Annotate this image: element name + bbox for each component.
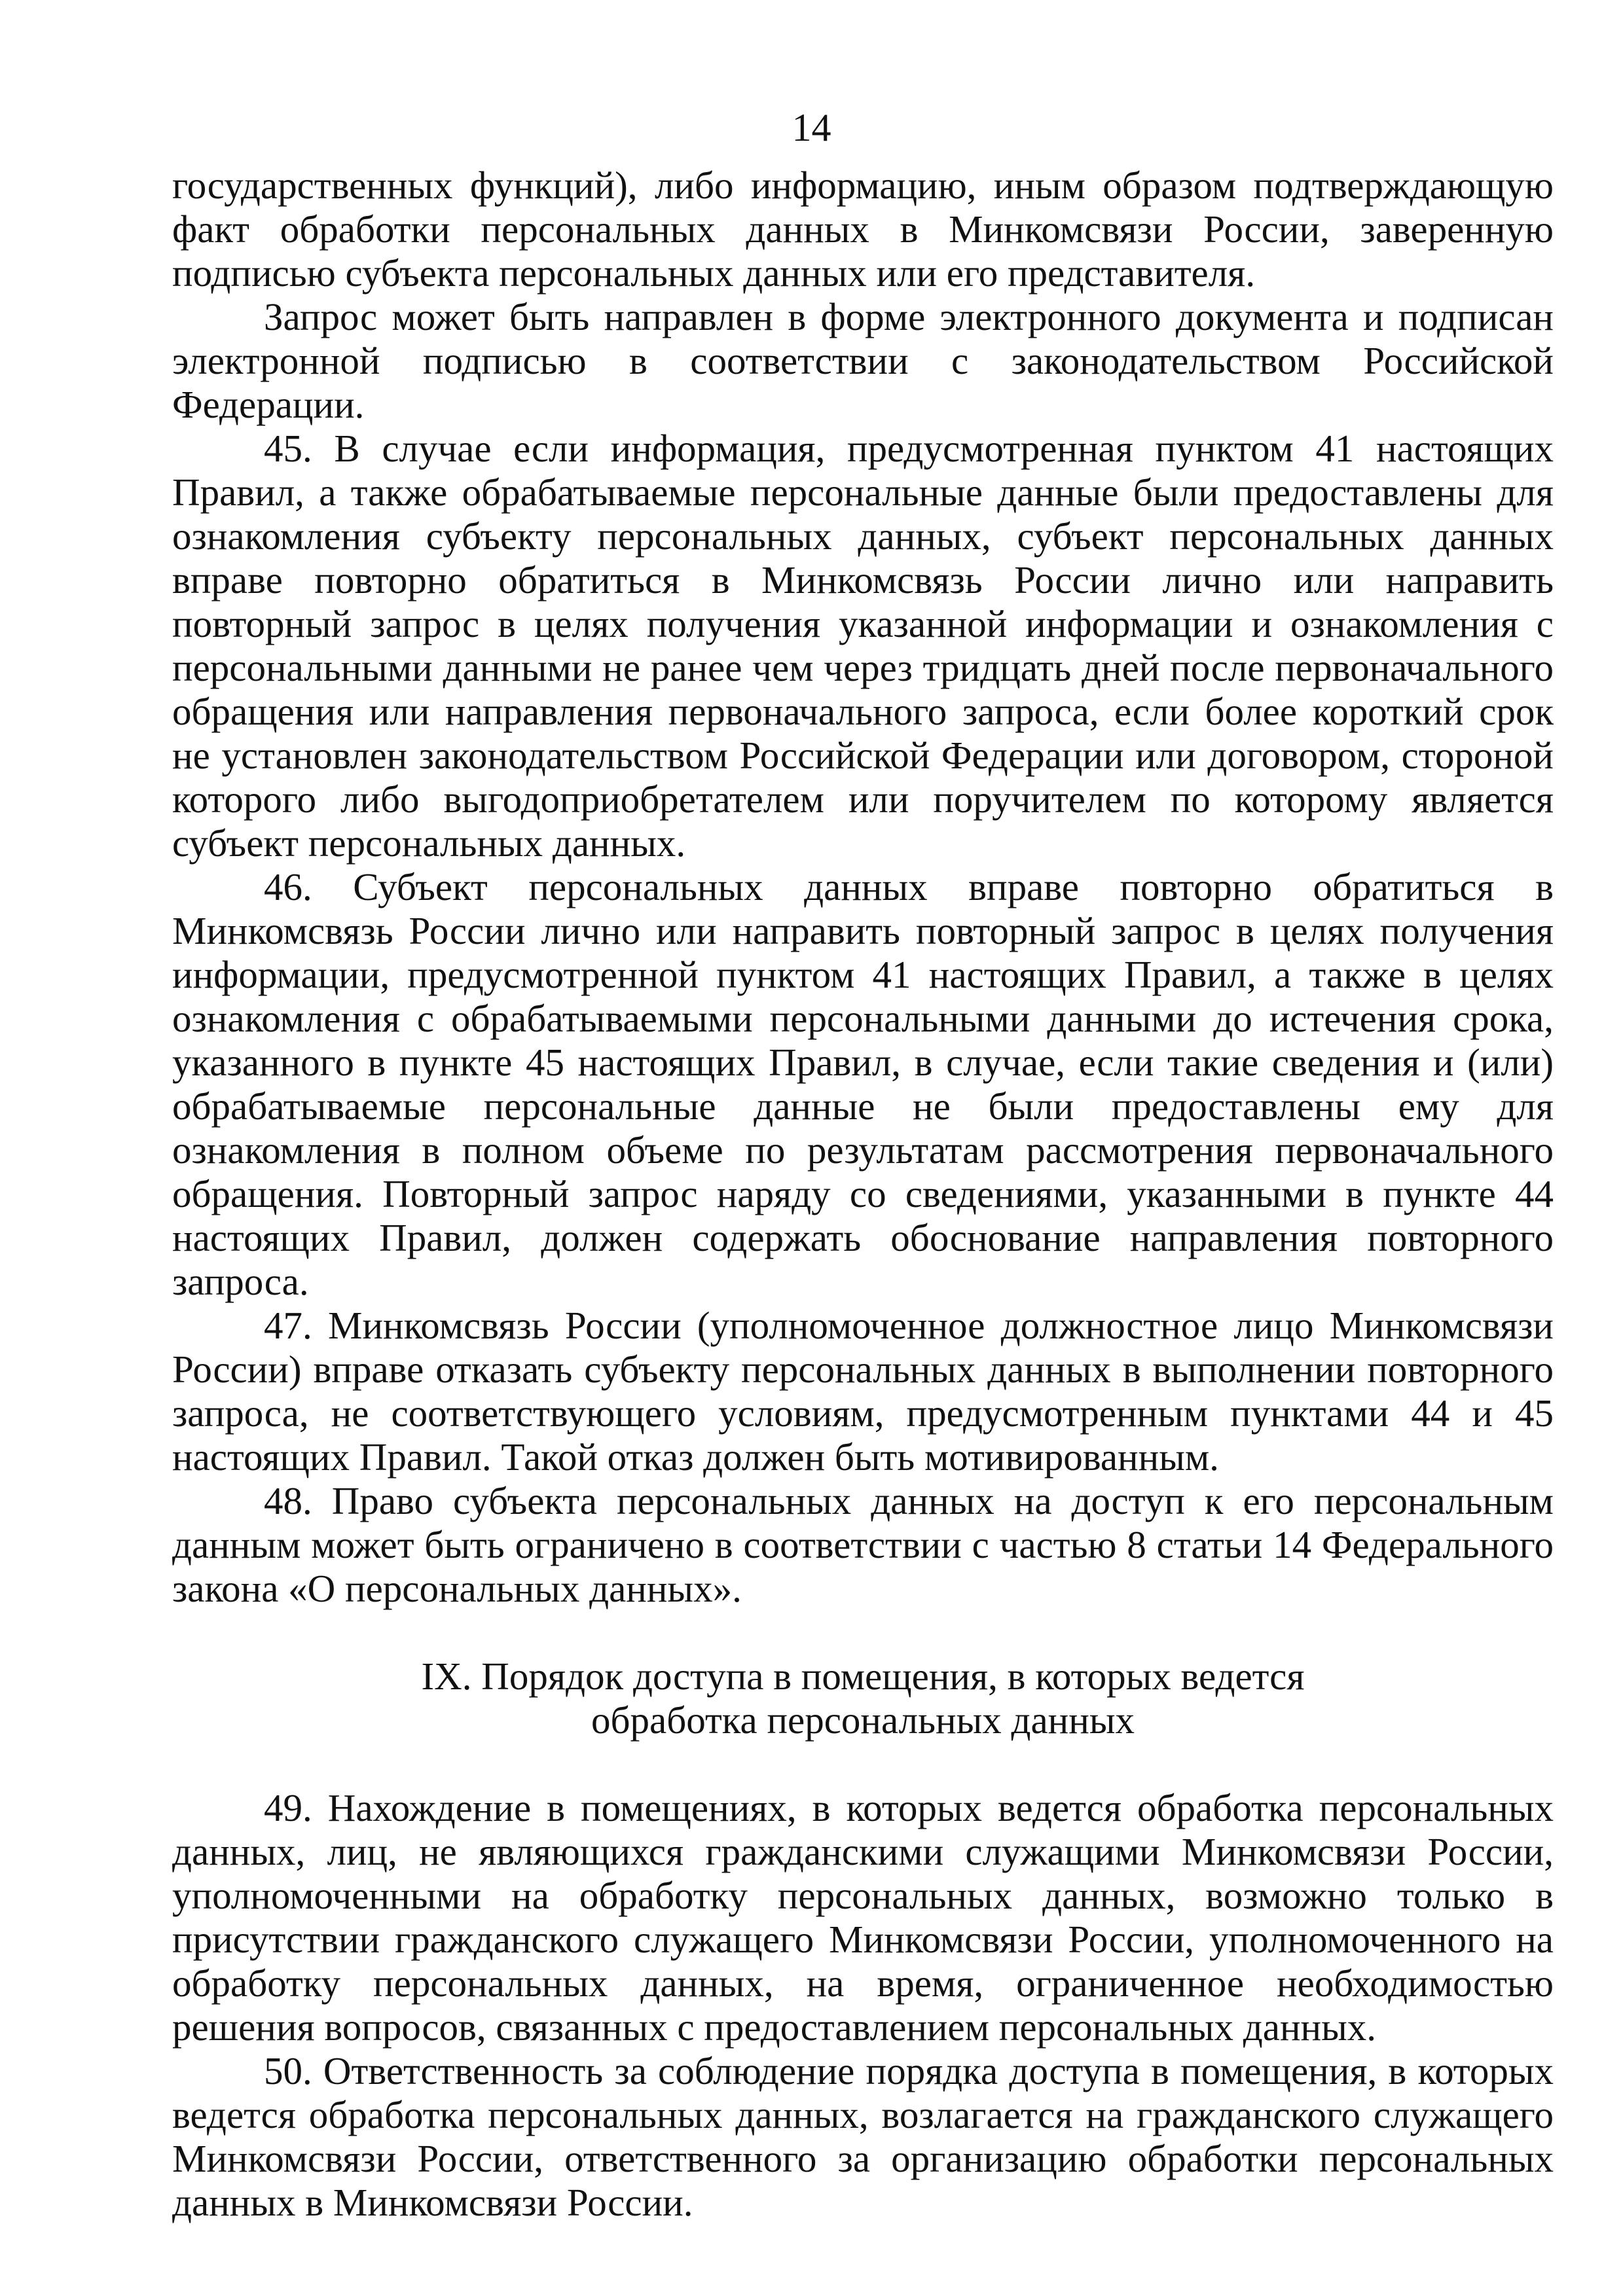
paragraph-50: 50. Ответственность за соблюдение порядка доступа в помещения, в которых ведется обработка персональных данных, возлагается на гражданского служащего Минкомсвязи России, ответственного за организацию обработки персональных данных в Минкомсвязи России. xyxy=(172,2049,1554,2224)
section-heading xyxy=(172,1655,1554,1742)
paragraph-45: 45. В случае если информация, предусмотренная пунктом 41 настоящих Правил, а также обрабатываемые персональные данные были предоставлены для ознакомления субъекту персональных данных, субъект персональных данных вправе повторно обратиться в Минкомсвязь России лично или направить повторный запрос в целях получения указанной информации и ознакомления с персональными данными не ранее чем через тридцать дней после первоначального обращения или направления первоначального запроса, если более короткий срок не установлен законодательством Российской Федерации или договором, стороной которого либо выгодоприобретателем или поручителем по которому является субъект персональных данных. xyxy=(172,427,1554,865)
section-heading-line-2: обработка персональных данных xyxy=(591,1698,1135,1742)
paragraph-49: 49. Нахождение в помещениях, в которых ведется обработка персональных данных, лиц, не являющихся гражданскими служащими Минкомсвязи России, уполномоченными на обработку персональных данных, возможно только в присутствии гражданского служащего Минкомсвязи России, уполномоченного на обработку персональных данных, на время, ограниченное необходимостью решения вопросов, связанных с предоставлением персональных данных. xyxy=(172,1786,1554,2049)
paragraph-48: 48. Право субъекта персональных данных на доступ к его персональным данным может быть ограничено в соответствии с частью 8 статьи 14 Федерального закона «О персональных данных». xyxy=(172,1479,1554,1610)
paragraph-47: 47. Минкомсвязь России (уполномоченное должностное лицо Минкомсвязи России) вправе отказать субъекту персональных данных в выполнении повторного запроса, не соответствующего условиям, предусмотренным пунктами 44 и 45 настоящих Правил. Такой отказ должен быть мотивированным. xyxy=(172,1304,1554,1479)
paragraph-electronic-request: Запрос может быть направлен в форме электронного документа и подписан электронной подписью в соответствии с законодательством Российской Федерации. xyxy=(172,295,1554,426)
section-heading-line-1: IX. Порядок доступа в помещения, в которых ведется xyxy=(421,1655,1305,1698)
page-number: 14 xyxy=(792,106,831,149)
document-body xyxy=(172,164,1554,2225)
paragraph-continuation: государственных функций), либо информацию, иным образом подтверждающую факт обработки персональных данных в Минкомсвязи России, заверенную подписью субъекта персональных данных или его представителя. xyxy=(172,164,1554,295)
paragraph-46: 46. Субъект персональных данных вправе повторно обратиться в Минкомсвязь России лично или направить повторный запрос в целях получения информации, предусмотренной пунктом 41 настоящих Правил, а также в целях ознакомления с обрабатываемыми персональными данными до истечения срока, указанного в пункте 45 настоящих Правил, в случае, если такие сведения и (или) обрабатываемые персональные данные не были предоставлены ему для ознакомления в полном объеме по результатам рассмотрения первоначального обращения. Повторный запрос наряду со сведениями, указанными в пункте 44 настоящих Правил, должен содержать обоснование направления повторного запроса. xyxy=(172,865,1554,1303)
